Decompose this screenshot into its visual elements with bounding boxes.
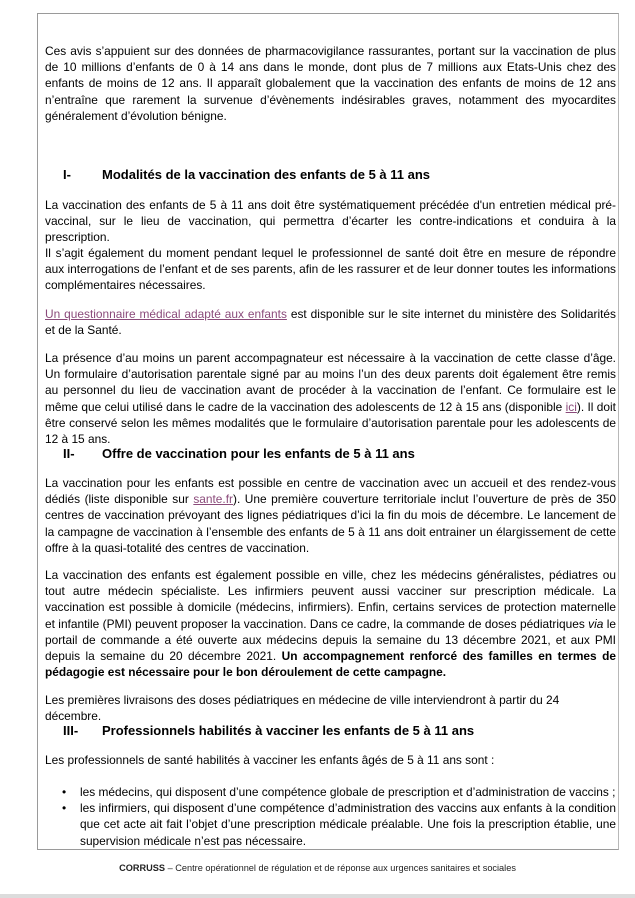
intro-paragraph: Ces avis s’appuient sur des données de pharmacovigilance rassurantes, portant sur la vaccination de plus de 10 millions d’enfants de 0 à 14 ans dans le monde, dont plus de 7 millions aux Etats-Unis chez des enfants de moins de 12 ans. Il apparaît globalement que la vaccination des enfants de moins de 12 ans n’entraîne que rarement la survenue d’évènements indésirables graves, notamment des myocardites généralement d’évolution bénigne. bbox=[45, 44, 616, 123]
list-item-text: les médecins, qui disposent d’une compétence globale de prescription et d’administration de vaccins ; bbox=[80, 785, 616, 799]
page-footer bbox=[0, 862, 635, 874]
bullet-icon: • bbox=[62, 801, 67, 816]
section-1-paragraph-4-text-b: ). Il doit être conservé selon les mêmes modalités que le formulaire d’autorisation parentale pour les adolescents de 12 à 15 ans. bbox=[45, 399, 616, 447]
section-3-number: III- bbox=[63, 723, 79, 738]
section-2-paragraph-2 bbox=[45, 567, 616, 680]
section-2-paragraph-2-text-b: le portail de commande a été ouverte aux médecins depuis la semaine du 13 décembre 2021, et aux PMI depuis la semaine du 20 décembre 2021. bbox=[45, 616, 616, 664]
section-1-title: Modalités de la vaccination des enfants de 5 à 11 ans bbox=[102, 167, 431, 182]
section-1-paragraph-3 bbox=[45, 306, 616, 338]
bullet-icon: • bbox=[62, 785, 67, 799]
section-3-title: Professionnels habilités à vacciner les enfants de 5 à 11 ans bbox=[102, 723, 475, 738]
section-2-paragraph-2-italic: via bbox=[588, 616, 604, 631]
list-item-text: les infirmiers, qui disposent d’une compétence d’administration des vaccins aux enfants à la condition que cet acte ait fait l’objet d’une prescription médicale préalable. Une fois la prescription établie, une supervision médicale n’est pas nécessaire. bbox=[80, 801, 616, 848]
section-2-paragraph-1-text-a: La vaccination pour les enfants est possible en centre de vaccination avec un accueil et des rendez-vous dédiés (liste disponible sur bbox=[45, 476, 616, 507]
list-item bbox=[45, 800, 616, 849]
section-2-title: Offre de vaccination pour les enfants de 5 à 11 ans bbox=[102, 446, 415, 461]
section-2-number: II- bbox=[63, 446, 75, 461]
page-bottom-strip bbox=[0, 894, 635, 898]
section-3-heading bbox=[63, 723, 474, 739]
professionals-list bbox=[45, 784, 616, 849]
section-1-paragraph-2: Il s’agit également du moment pendant lequel le professionnel de santé doit être en mesure de répondre aux interrogations de l’enfant et de ses parents, afin de les rassurer et de leur donner toutes les informations complémentaires nécessaires. bbox=[45, 246, 616, 293]
sante-fr-link[interactable]: sante.fr bbox=[193, 492, 233, 507]
section-1-number: I- bbox=[63, 167, 71, 182]
section-2-heading bbox=[63, 446, 415, 462]
section-3-intro: Les professionnels de santé habilités à vacciner les enfants âgés de 5 à 11 ans sont : bbox=[45, 753, 495, 767]
footer-org: CORRUSS bbox=[119, 863, 166, 873]
section-2-paragraph-2-bold: Un accompagnement renforcé des familles en termes de pédagogie est nécessaire pour le bon déroulement de cette campagne. bbox=[45, 649, 616, 680]
questionnaire-link[interactable]: Un questionnaire médical adapté aux enfants bbox=[45, 307, 287, 321]
footer-description: Centre opérationnel de régulation et de réponse aux urgences sanitaires et sociales bbox=[175, 863, 516, 873]
footer-separator: – bbox=[165, 863, 176, 873]
section-1-paragraph-1: La vaccination des enfants de 5 à 11 ans doit être systématiquement précédée d'un entretien médical pré-vaccinal, sur le lieu de vaccination, qui permettra d’écarter les contre-indications et conduira à la prescription. bbox=[45, 198, 616, 245]
section-1-heading bbox=[63, 167, 430, 183]
section-2-paragraph-1-text-b: ). Une première couverture territoriale inclut l’ouverture de près de 350 centres de vaccination prévoyant des lignes pédiatriques d’ici la fin du mois de décembre. Le lancement de la campagne de vaccination à l’ensemble des enfants de 5 à 11 ans doit entrainer un élargissement de cette offre à la quasi-totalité des centres de vaccination. bbox=[45, 492, 616, 555]
section-1-paragraph-3-text: est disponible sur le site internet du ministère des Solidarités et de la Santé. bbox=[45, 307, 616, 338]
list-item bbox=[45, 784, 616, 800]
section-1-paragraph-4 bbox=[45, 350, 616, 447]
section-1-paragraph-4-text-a: La présence d’au moins un parent accompagnateur est nécessaire à la vaccination de cette classe d’âge. Un formulaire d’autorisation parentale signé par au moins l’un des deux parents doit également être remis au personnel du lieu de vaccination avant de procéder à la vaccination de l’enfant. Ce formulaire est le même que celui utilisé dans le cadre de la vaccination des adolescents de 12 à 15 ans (disponible bbox=[45, 351, 616, 414]
section-2-paragraph-2-text-a: La vaccination des enfants est également possible en ville, chez les médecins généralistes, pédiatres ou tout autre médecin spécialiste. Les infirmiers peuvent aussi vacciner sur prescription médicale. La vaccination est possible à domicile (médecins, infirmiers). Enfin, certains services de protection maternelle et infantile (PMI) peuvent proposer la vaccination. Dans ce cadre, la commande de doses pédiatriques bbox=[45, 568, 616, 631]
section-2-paragraph-3: Les premières livraisons des doses pédiatriques en médecine de ville interviendront à partir du 24 décembre. bbox=[45, 693, 560, 724]
section-2-paragraph-1 bbox=[45, 475, 616, 556]
authorization-form-link[interactable]: ici bbox=[565, 399, 577, 414]
